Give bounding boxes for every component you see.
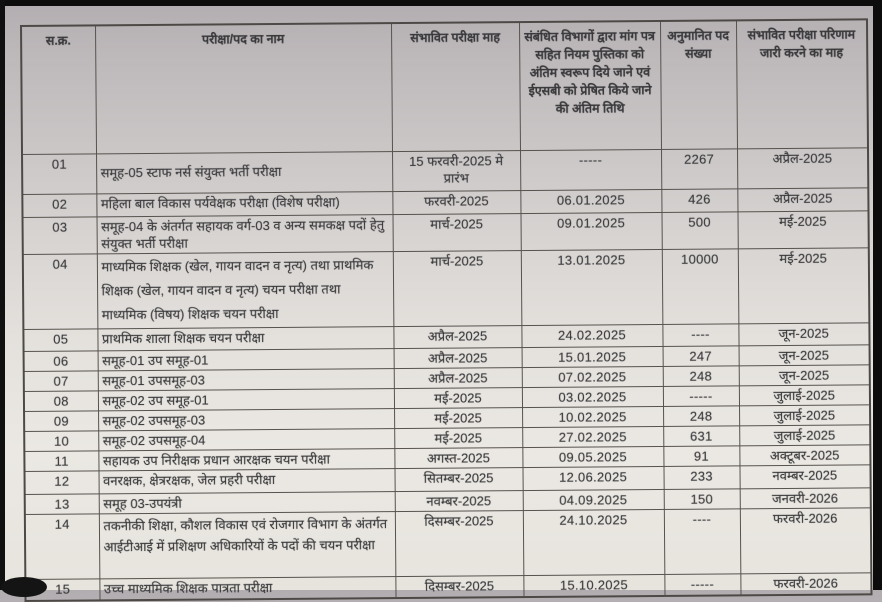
cell-exam-month: 15 फरवरी-2025 मे प्रारंभ — [392, 150, 520, 191]
cell-post-count: 426 — [661, 188, 737, 212]
cell-serial-no: 05 — [23, 328, 97, 351]
cell-serial-no: 01 — [22, 153, 96, 194]
header-row — [21, 19, 868, 154]
cell-exam-month: सितम्बर-2025 — [394, 467, 522, 491]
cell-post-count: 2267 — [661, 148, 737, 189]
cell-post-count: 10000 — [662, 248, 739, 324]
cell-exam-name: समूह-02 उप समूह-01 — [98, 388, 394, 410]
cell-post-count: 150 — [664, 488, 740, 509]
cell-post-count: 233 — [663, 465, 739, 489]
cell-post-count: 248 — [663, 405, 739, 426]
cell-deadline-date: 10.02.2025 — [522, 406, 663, 427]
cell-result-month: जुलाई-2025 — [739, 384, 870, 405]
cell-result-month: नवम्बर-2025 — [739, 464, 870, 488]
cell-result-month: अप्रैल-2025 — [737, 187, 868, 211]
cell-exam-name: प्राथमिक शाला शिक्षक चयन परीक्षा — [97, 326, 393, 350]
cell-result-month: फरवरी-2026 — [740, 507, 872, 573]
cell-result-month: अक्टूबर-2025 — [739, 444, 870, 465]
cell-exam-name: समूह-05 स्टाफ नर्स संयुक्त भर्ती परीक्षा — [96, 151, 392, 193]
header-deadline: संबंधित विभागों द्वारा मांग पत्र सहित नियम पुस्तिका को अंतिम स्वरूप दिये जाने एवं ईएसबी को प्रेषित किये जाने की अंतिम तिथि — [519, 21, 661, 150]
header-exam-name: परीक्षा/पद का नाम — [95, 23, 392, 153]
cell-result-month: जून-2025 — [739, 364, 870, 385]
cell-exam-month: दिसम्बर-2025 — [395, 510, 524, 576]
cell-post-count: ---- — [664, 508, 741, 574]
cell-serial-no: 03 — [23, 216, 97, 254]
cell-serial-no: 02 — [22, 193, 96, 217]
header-result-month: संभावित परीक्षा परिणाम जारी करने का माह — [736, 19, 868, 148]
exam-schedule-table — [20, 18, 873, 602]
cell-exam-month: मई-2025 — [394, 427, 522, 448]
cell-exam-name: समूह-02 उपसमूह-04 — [98, 428, 394, 450]
cell-exam-name: समूह-01 उपसमूह-03 — [98, 368, 394, 390]
cell-serial-no: 11 — [24, 450, 98, 471]
cell-exam-month: अप्रैल-2025 — [394, 367, 522, 388]
cell-post-count: 631 — [663, 425, 739, 446]
header-post-count: अनुमानित पद संख्या — [660, 20, 737, 149]
cell-post-count: ----- — [663, 385, 739, 406]
cell-serial-no: 07 — [24, 370, 98, 391]
cell-post-count: ---- — [662, 323, 738, 346]
cell-exam-name: माध्यमिक शिक्षक (खेल, गायन वादन व नृत्य) तथा प्राथमिक शिक्षक (खेल, गायन वादन व नृत्य) चयन परीक्षा तथा माध्यमिक (विषय) शिक्षक चयन परीक्षा — [97, 251, 394, 328]
cell-post-count: 91 — [663, 445, 739, 466]
photo-edge-right — [873, 0, 882, 590]
cell-deadline-date: 04.09.2025 — [523, 489, 664, 510]
cell-deadline-date: 15.10.2025 — [523, 574, 664, 597]
cell-result-month: जनवरी-2026 — [740, 487, 871, 508]
cell-post-count: 247 — [663, 345, 739, 366]
table-row — [25, 507, 871, 579]
cell-deadline-date: 24.10.2025 — [523, 509, 665, 575]
cell-deadline-date: ----- — [520, 149, 661, 190]
cell-serial-no: 15 — [25, 578, 99, 601]
cell-deadline-date: 09.05.2025 — [522, 446, 663, 467]
cell-exam-month: अप्रैल-2025 — [393, 325, 521, 348]
cell-deadline-date: 27.02.2025 — [522, 426, 663, 447]
cell-deadline-date: 13.01.2025 — [521, 249, 663, 325]
header-exam-month: संभावित परीक्षा माह — [391, 22, 520, 151]
cell-deadline-date: 24.02.2025 — [521, 324, 662, 347]
photo-edge-left — [0, 0, 5, 590]
cell-exam-name: समूह 03-उपयंत्री — [99, 491, 395, 513]
cell-result-month: जून-2025 — [739, 344, 870, 365]
cell-deadline-date: 03.02.2025 — [522, 386, 663, 407]
cell-serial-no: 14 — [25, 513, 100, 579]
cell-deadline-date: 07.02.2025 — [522, 366, 663, 387]
cell-serial-no: 12 — [25, 470, 99, 494]
cell-result-month: मई-2025 — [738, 247, 870, 323]
cell-exam-name: समूह-02 उपसमूह-03 — [98, 408, 394, 430]
cell-exam-month: मई-2025 — [394, 407, 522, 428]
cell-exam-month: नवम्बर-2025 — [395, 490, 523, 511]
table-row — [22, 147, 868, 194]
table-row — [23, 247, 870, 329]
cell-result-month: फरवरी-2026 — [740, 572, 871, 595]
cell-exam-name: उच्च माध्यमिक शिक्षक पात्रता परीक्षा — [99, 576, 395, 600]
cell-exam-month: अप्रैल-2025 — [394, 347, 522, 368]
cell-exam-month: मई-2025 — [394, 387, 522, 408]
cell-result-month: जुलाई-2025 — [739, 404, 870, 425]
cell-result-month: मई-2025 — [737, 210, 868, 248]
cell-exam-month: मार्च-2025 — [392, 213, 520, 251]
cell-result-month: अप्रैल-2025 — [737, 147, 868, 188]
photo-corner-shadow — [1, 577, 47, 597]
cell-result-month: जून-2025 — [738, 322, 869, 345]
cell-exam-month: अगस्त-2025 — [394, 447, 522, 468]
cell-exam-month: फरवरी-2025 — [392, 190, 520, 214]
cell-deadline-date: 09.01.2025 — [520, 212, 661, 250]
cell-serial-no: 08 — [24, 390, 98, 411]
cell-exam-month: मार्च-2025 — [393, 250, 522, 326]
cell-exam-name: सहायक उप निरीक्षक प्रधान आरक्षक चयन परीक्षा — [98, 448, 394, 470]
cell-serial-no: 06 — [24, 350, 98, 371]
cell-serial-no: 04 — [23, 253, 98, 329]
cell-exam-name: महिला बाल विकास पर्यवेक्षक परीक्षा (विशेष परीक्षा) — [96, 191, 392, 216]
cell-result-month: जुलाई-2025 — [739, 424, 870, 445]
cell-serial-no: 13 — [25, 493, 99, 514]
cell-post-count: 248 — [663, 365, 739, 386]
cell-serial-no: 09 — [24, 410, 98, 431]
cell-post-count: 500 — [661, 211, 737, 249]
cell-deadline-date: 15.01.2025 — [522, 346, 663, 367]
photo-edge-top — [0, 0, 882, 6]
cell-post-count: ----- — [664, 573, 740, 596]
cell-exam-name: समूह-01 उप समूह-01 — [98, 348, 394, 370]
cell-serial-no: 10 — [24, 430, 98, 451]
cell-exam-name: समूह-04 के अंतर्गत सहायक वर्ग-03 व अन्य समकक्ष पदों हेतु संयुक्त भर्ती परीक्षा — [97, 214, 393, 253]
cell-deadline-date: 06.01.2025 — [520, 189, 661, 213]
cell-exam-name: वनरक्षक, क्षेत्ररक्षक, जेल प्रहरी परीक्षा — [99, 468, 395, 493]
exam-schedule-table-wrap — [20, 18, 871, 602]
cell-exam-month: दिसम्बर-2025 — [395, 575, 523, 598]
cell-exam-name: तकनीकी शिक्षा, कौशल विकास एवं रोजगार विभाग के अंतर्गत आईटीआई में प्रशिक्षण अधिकारियों के पदों की चयन परीक्षा — [99, 511, 396, 578]
header-serial-no: स.क्र. — [21, 25, 96, 154]
cell-deadline-date: 12.06.2025 — [522, 466, 663, 490]
